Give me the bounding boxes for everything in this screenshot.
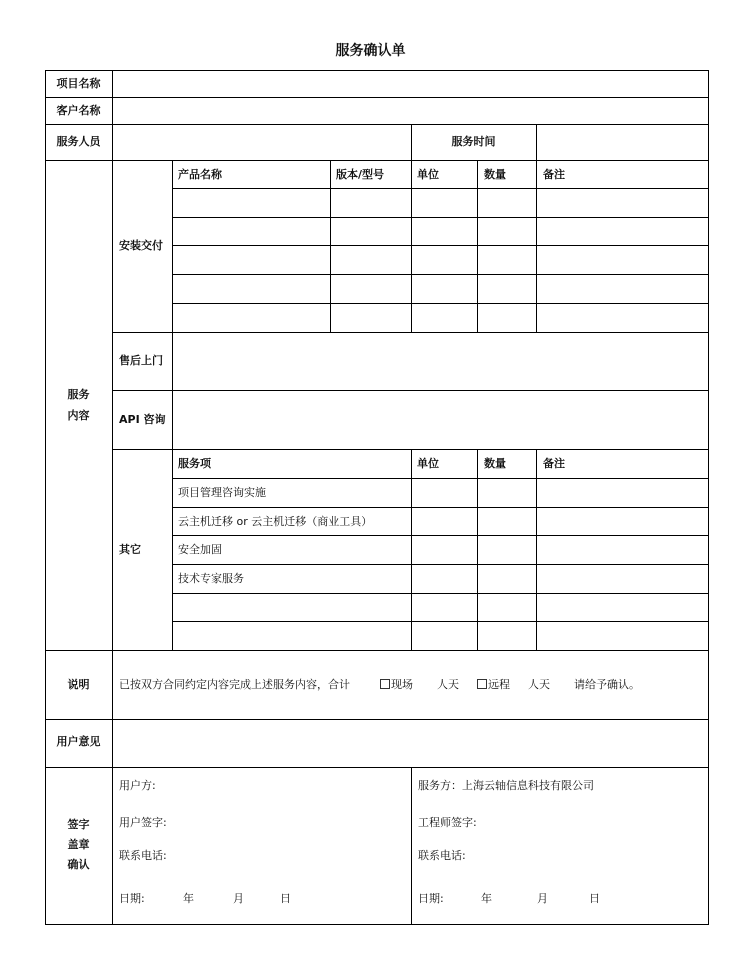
day-label: 日 (280, 892, 291, 905)
month-label: 月 (537, 892, 548, 905)
note-label: 说明 (67, 678, 90, 691)
sign-label-line2: 盖章 (67, 838, 90, 851)
project-name-label: 项目名称 (56, 77, 101, 90)
service-phone-label: 联系电话: (418, 849, 466, 862)
note-text (119, 678, 640, 692)
service-content-label-line1: 服务 (67, 388, 90, 401)
header-remarks: 备注 (543, 168, 565, 181)
user-party-label: 用户方: (119, 779, 156, 792)
header-quantity: 数量 (484, 168, 506, 181)
header-version-model: 版本/型号 (336, 168, 385, 181)
user-phone-label: 联系电话: (119, 849, 167, 862)
note-closing: 请给予确认。 (574, 678, 640, 691)
customer-name-label: 客户名称 (56, 104, 101, 117)
year-label: 年 (481, 892, 492, 905)
border-left (45, 70, 46, 925)
service-time-label: 服务时间 (451, 135, 496, 148)
day-label: 日 (589, 892, 600, 905)
after-sales-label: 售后上门 (119, 354, 163, 367)
border-right (708, 70, 709, 925)
service-staff-label: 服务人员 (56, 135, 101, 148)
service-confirmation-form (45, 70, 709, 925)
header-unit: 单位 (417, 168, 439, 181)
service-item: 安全加固 (178, 543, 222, 556)
remote-checkbox[interactable] (477, 679, 487, 689)
header-service-item: 服务项 (178, 457, 211, 470)
engineer-signature-label: 工程师签字: (418, 816, 477, 829)
service-content-label-line2: 内容 (67, 409, 90, 422)
service-party-label: 服务方：上海云轴信息科技有限公司 (418, 779, 594, 792)
install-delivery-label: 安装交付 (119, 239, 163, 252)
user-opinion-label: 用户意见 (56, 735, 101, 748)
user-signature-label: 用户签字: (119, 816, 167, 829)
page-title: 服务确认单 (335, 43, 406, 59)
onsite-label: 现场 (391, 678, 413, 691)
border-top (45, 70, 709, 71)
onsite-checkbox[interactable] (380, 679, 390, 689)
header-remarks: 备注 (543, 457, 565, 470)
api-consult-label: API 咨询 (119, 413, 166, 426)
days-label: 人天 (528, 678, 550, 691)
sign-label-line3: 确认 (67, 858, 90, 871)
note-text-before: 已按双方合同约定内容完成上述服务内容，合计 (119, 678, 350, 691)
year-label: 年 (183, 892, 194, 905)
days-label: 人天 (437, 678, 459, 691)
remote-label: 远程 (488, 678, 510, 691)
month-label: 月 (233, 892, 244, 905)
service-item: 云主机迁移 or 云主机迁移（商业工具） (178, 515, 373, 528)
border-bottom (45, 924, 709, 925)
service-date-label: 日期: (418, 892, 444, 905)
other-label: 其它 (119, 543, 141, 556)
header-product-name: 产品名称 (178, 168, 222, 181)
service-item: 技术专家服务 (178, 572, 244, 585)
header-quantity: 数量 (484, 457, 506, 470)
user-date-label: 日期: (119, 892, 145, 905)
service-item: 项目管理咨询实施 (178, 486, 266, 499)
sign-label-line1: 签字 (67, 818, 90, 831)
header-unit: 单位 (417, 457, 439, 470)
